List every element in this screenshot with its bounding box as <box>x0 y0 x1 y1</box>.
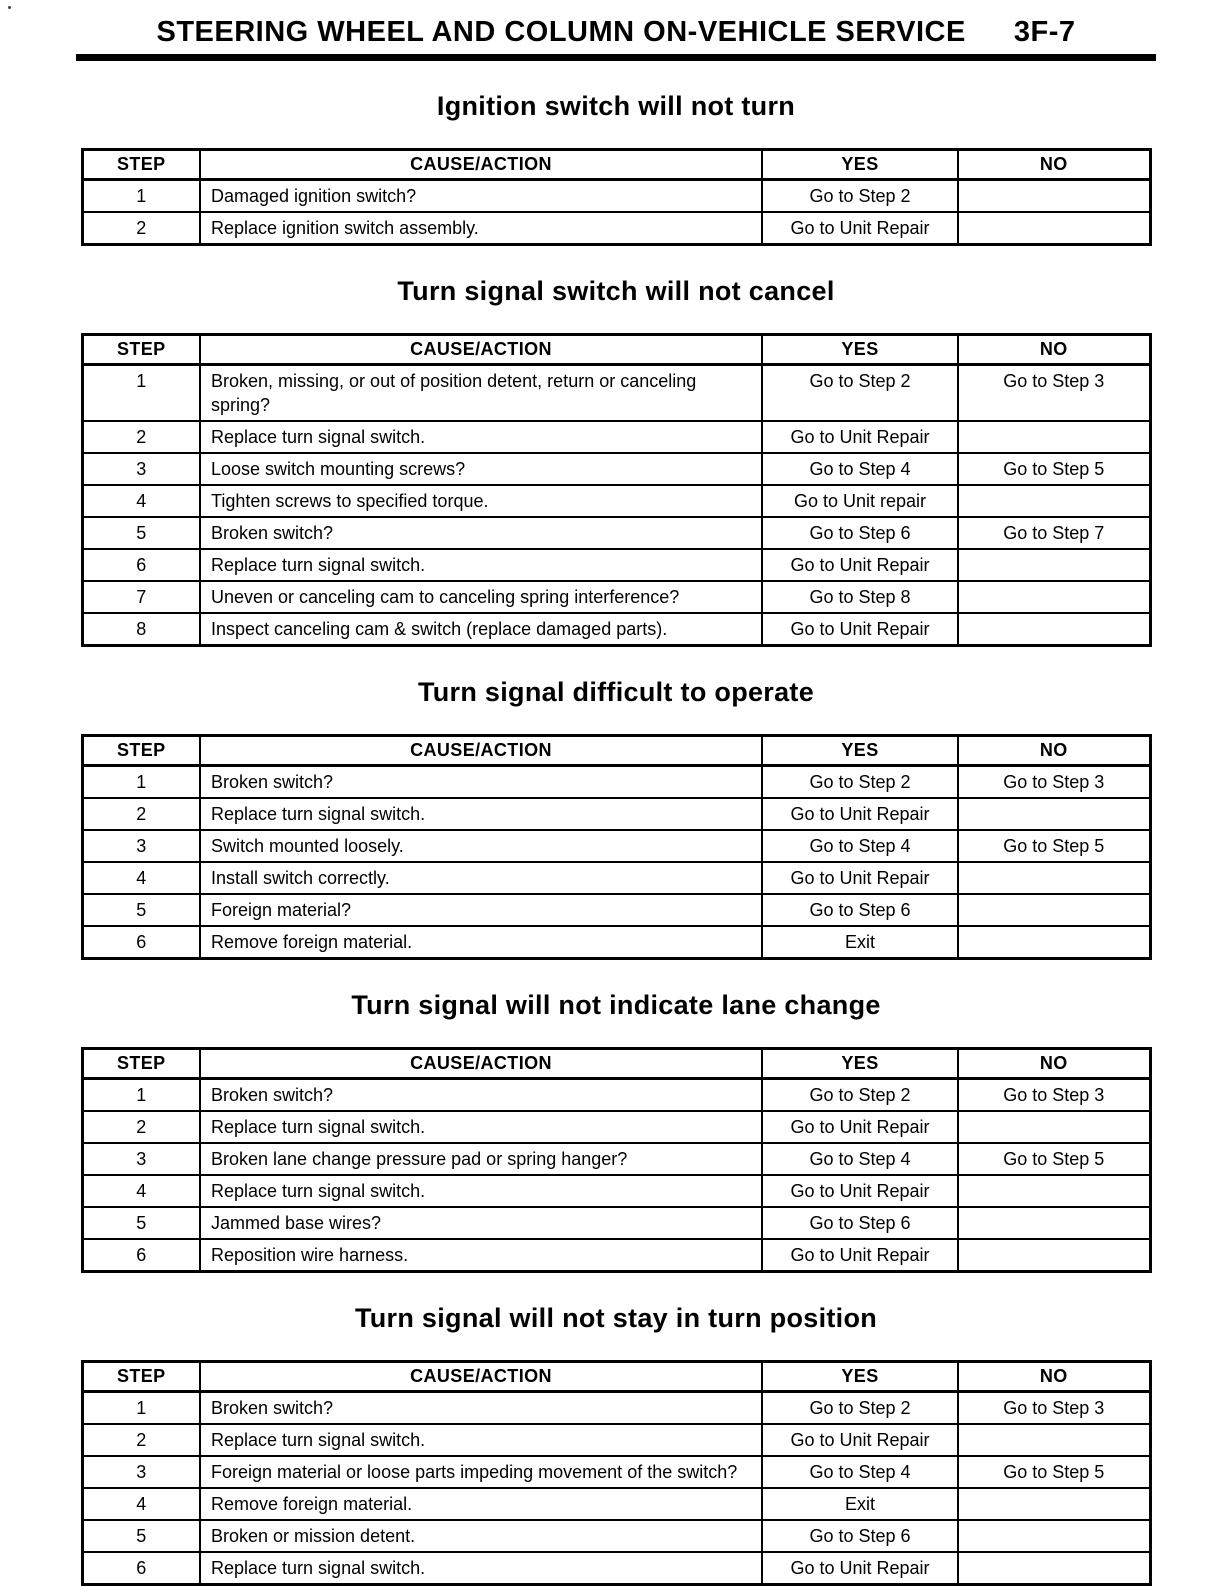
table-row <box>82 1456 1150 1488</box>
column-header-cause: CAUSE/ACTION <box>200 150 762 180</box>
table-body <box>82 766 1150 959</box>
yes-cell: Exit <box>762 1488 958 1520</box>
yes-cell: Go to Step 8 <box>762 581 958 613</box>
cause-cell: Replace turn signal switch. <box>200 798 762 830</box>
column-header-yes: YES <box>762 736 958 766</box>
cause-cell: Replace turn signal switch. <box>200 1175 762 1207</box>
column-header-cause: CAUSE/ACTION <box>200 1049 762 1079</box>
cause-cell: Replace turn signal switch. <box>200 421 762 453</box>
table-row <box>82 1175 1150 1207</box>
yes-cell: Go to Step 6 <box>762 1207 958 1239</box>
step-cell: 6 <box>82 1552 200 1585</box>
no-cell <box>958 1111 1150 1143</box>
table-row <box>82 365 1150 422</box>
yes-cell: Go to Step 4 <box>762 1143 958 1175</box>
no-cell <box>958 1239 1150 1272</box>
section-title: Ignition switch will not turn <box>436 91 796 121</box>
column-header-yes: YES <box>762 1049 958 1079</box>
step-cell: 2 <box>82 798 200 830</box>
table-row <box>82 1207 1150 1239</box>
column-header-no: NO <box>958 736 1150 766</box>
table-row <box>82 1424 1150 1456</box>
cause-cell: Broken or mission detent. <box>200 1520 762 1552</box>
no-cell: Go to Step 3 <box>958 1392 1150 1425</box>
yes-cell: Go to Step 2 <box>762 365 958 422</box>
yes-cell: Go to Unit Repair <box>762 1552 958 1585</box>
yes-cell: Go to Unit Repair <box>762 862 958 894</box>
no-cell <box>958 862 1150 894</box>
step-cell: 3 <box>82 453 200 485</box>
yes-cell: Go to Unit Repair <box>762 1111 958 1143</box>
diagnostic-table <box>81 1360 1152 1586</box>
yes-cell: Go to Unit Repair <box>762 1239 958 1272</box>
table-header-row <box>82 1362 1150 1392</box>
step-cell: 4 <box>82 862 200 894</box>
step-cell: 1 <box>82 365 200 422</box>
column-header-cause: CAUSE/ACTION <box>200 736 762 766</box>
no-cell <box>958 926 1150 959</box>
no-cell: Go to Step 3 <box>958 766 1150 799</box>
table-row <box>82 453 1150 485</box>
cause-cell: Foreign material? <box>200 894 762 926</box>
yes-cell: Go to Unit Repair <box>762 212 958 245</box>
yes-cell: Go to Unit Repair <box>762 1175 958 1207</box>
step-cell: 2 <box>82 1111 200 1143</box>
yes-cell: Go to Step 2 <box>762 1079 958 1112</box>
diagnostic-table <box>81 734 1152 960</box>
column-header-yes: YES <box>762 1362 958 1392</box>
cause-cell: Install switch correctly. <box>200 862 762 894</box>
step-cell: 3 <box>82 1456 200 1488</box>
step-cell: 6 <box>82 1239 200 1272</box>
section-title: Turn signal switch will not cancel <box>397 276 835 306</box>
step-cell: 6 <box>82 926 200 959</box>
step-cell: 3 <box>82 1143 200 1175</box>
table-row <box>82 894 1150 926</box>
no-cell <box>958 613 1150 646</box>
table-row <box>82 1392 1150 1425</box>
table-body <box>82 1079 1150 1272</box>
cause-cell: Tighten screws to specified torque. <box>200 485 762 517</box>
yes-cell: Go to Step 2 <box>762 766 958 799</box>
no-cell: Go to Step 5 <box>958 453 1150 485</box>
page-number: 3F-7 <box>1013 16 1076 48</box>
column-header-yes: YES <box>762 150 958 180</box>
yes-cell: Go to Unit Repair <box>762 613 958 646</box>
table-row <box>82 1143 1150 1175</box>
no-cell: Go to Step 3 <box>958 1079 1150 1112</box>
table-row <box>82 1079 1150 1112</box>
diagnostic-table <box>81 1047 1152 1273</box>
table-row <box>82 180 1150 213</box>
section-title: Turn signal will not indicate lane change <box>351 990 881 1020</box>
table-header-row <box>82 736 1150 766</box>
cause-cell: Jammed base wires? <box>200 1207 762 1239</box>
table-row <box>82 613 1150 646</box>
cause-cell: Broken switch? <box>200 517 762 549</box>
column-header-cause: CAUSE/ACTION <box>200 1362 762 1392</box>
column-header-yes: YES <box>762 335 958 365</box>
section-title: Turn signal will not stay in turn position <box>354 1303 878 1333</box>
no-cell <box>958 1424 1150 1456</box>
yes-cell: Go to Step 2 <box>762 180 958 213</box>
no-cell <box>958 421 1150 453</box>
cause-cell: Broken, missing, or out of position detent, return or canceling spring? <box>200 365 762 422</box>
table-row <box>82 1111 1150 1143</box>
yes-cell: Go to Unit Repair <box>762 549 958 581</box>
step-cell: 4 <box>82 1175 200 1207</box>
no-cell <box>958 212 1150 245</box>
table-row <box>82 1552 1150 1585</box>
no-cell <box>958 485 1150 517</box>
cause-cell: Broken switch? <box>200 1392 762 1425</box>
no-cell <box>958 581 1150 613</box>
cause-cell: Broken switch? <box>200 766 762 799</box>
table-row <box>82 212 1150 245</box>
column-header-no: NO <box>958 1362 1150 1392</box>
yes-cell: Go to Step 2 <box>762 1392 958 1425</box>
cause-cell: Inspect canceling cam & switch (replace damaged parts). <box>200 613 762 646</box>
column-header-cause: CAUSE/ACTION <box>200 335 762 365</box>
no-cell <box>958 798 1150 830</box>
step-cell: 3 <box>82 830 200 862</box>
cause-cell: Reposition wire harness. <box>200 1239 762 1272</box>
cause-cell: Foreign material or loose parts impeding movement of the switch? <box>200 1456 762 1488</box>
step-cell: 7 <box>82 581 200 613</box>
column-header-step: STEP <box>82 1362 200 1392</box>
no-cell: Go to Step 5 <box>958 1456 1150 1488</box>
yes-cell: Go to Step 6 <box>762 517 958 549</box>
cause-cell: Damaged ignition switch? <box>200 180 762 213</box>
yes-cell: Go to Unit Repair <box>762 421 958 453</box>
table-row <box>82 1239 1150 1272</box>
column-header-step: STEP <box>82 150 200 180</box>
troubleshooting-section <box>0 91 1232 246</box>
table-row <box>82 798 1150 830</box>
step-cell: 8 <box>82 613 200 646</box>
troubleshooting-section <box>0 276 1232 647</box>
cause-cell: Replace turn signal switch. <box>200 1424 762 1456</box>
step-cell: 2 <box>82 1424 200 1456</box>
table-row <box>82 1520 1150 1552</box>
step-cell: 1 <box>82 766 200 799</box>
no-cell <box>958 1175 1150 1207</box>
yes-cell: Go to Unit Repair <box>762 1424 958 1456</box>
table-body <box>82 365 1150 646</box>
step-cell: 5 <box>82 1520 200 1552</box>
no-cell <box>958 1207 1150 1239</box>
cause-cell: Replace turn signal switch. <box>200 549 762 581</box>
table-body <box>82 1392 1150 1585</box>
step-cell: 2 <box>82 421 200 453</box>
step-cell: 4 <box>82 1488 200 1520</box>
troubleshooting-section <box>0 677 1232 960</box>
cause-cell: Remove foreign material. <box>200 1488 762 1520</box>
no-cell <box>958 1520 1150 1552</box>
cause-cell: Loose switch mounting screws? <box>200 453 762 485</box>
table-row <box>82 581 1150 613</box>
column-header-step: STEP <box>82 1049 200 1079</box>
page-title: STEERING WHEEL AND COLUMN ON-VEHICLE SERVICE <box>156 16 966 48</box>
table-header-row <box>82 150 1150 180</box>
step-cell: 5 <box>82 517 200 549</box>
yes-cell: Go to Step 6 <box>762 1520 958 1552</box>
yes-cell: Go to Unit repair <box>762 485 958 517</box>
no-cell <box>958 1552 1150 1585</box>
column-header-step: STEP <box>82 335 200 365</box>
cause-cell: Replace turn signal switch. <box>200 1552 762 1585</box>
cause-cell: Switch mounted loosely. <box>200 830 762 862</box>
cause-cell: Replace turn signal switch. <box>200 1111 762 1143</box>
section-title: Turn signal difficult to operate <box>417 677 815 707</box>
no-cell <box>958 1488 1150 1520</box>
troubleshooting-section <box>0 990 1232 1273</box>
header-rule <box>76 54 1156 61</box>
column-header-no: NO <box>958 150 1150 180</box>
step-cell: 1 <box>82 1079 200 1112</box>
yes-cell: Go to Step 4 <box>762 1456 958 1488</box>
cause-cell: Remove foreign material. <box>200 926 762 959</box>
step-cell: 1 <box>82 180 200 213</box>
no-cell: Go to Step 7 <box>958 517 1150 549</box>
yes-cell: Go to Step 4 <box>762 830 958 862</box>
page-header-row <box>0 0 1232 49</box>
no-cell: Go to Step 5 <box>958 1143 1150 1175</box>
table-row <box>82 926 1150 959</box>
step-cell: 6 <box>82 549 200 581</box>
page-header <box>0 0 1232 61</box>
yes-cell: Go to Step 4 <box>762 453 958 485</box>
table-row <box>82 1488 1150 1520</box>
yes-cell: Exit <box>762 926 958 959</box>
no-cell <box>958 894 1150 926</box>
table-row <box>82 549 1150 581</box>
cause-cell: Uneven or canceling cam to canceling spring interference? <box>200 581 762 613</box>
scan-artifact <box>8 6 11 9</box>
no-cell <box>958 549 1150 581</box>
step-cell: 4 <box>82 485 200 517</box>
sections-container <box>0 91 1232 1586</box>
step-cell: 5 <box>82 1207 200 1239</box>
yes-cell: Go to Step 6 <box>762 894 958 926</box>
no-cell: Go to Step 5 <box>958 830 1150 862</box>
cause-cell: Replace ignition switch assembly. <box>200 212 762 245</box>
cause-cell: Broken lane change pressure pad or spring hanger? <box>200 1143 762 1175</box>
table-row <box>82 485 1150 517</box>
yes-cell: Go to Unit Repair <box>762 798 958 830</box>
column-header-no: NO <box>958 1049 1150 1079</box>
step-cell: 5 <box>82 894 200 926</box>
no-cell <box>958 180 1150 213</box>
diagnostic-table <box>81 148 1152 246</box>
table-body <box>82 180 1150 245</box>
diagnostic-table <box>81 333 1152 647</box>
table-row <box>82 421 1150 453</box>
column-header-no: NO <box>958 335 1150 365</box>
table-header-row <box>82 335 1150 365</box>
table-row <box>82 830 1150 862</box>
table-header-row <box>82 1049 1150 1079</box>
table-row <box>82 862 1150 894</box>
cause-cell: Broken switch? <box>200 1079 762 1112</box>
table-row <box>82 766 1150 799</box>
no-cell: Go to Step 3 <box>958 365 1150 422</box>
step-cell: 2 <box>82 212 200 245</box>
step-cell: 1 <box>82 1392 200 1425</box>
table-row <box>82 517 1150 549</box>
column-header-step: STEP <box>82 736 200 766</box>
troubleshooting-section <box>0 1303 1232 1586</box>
